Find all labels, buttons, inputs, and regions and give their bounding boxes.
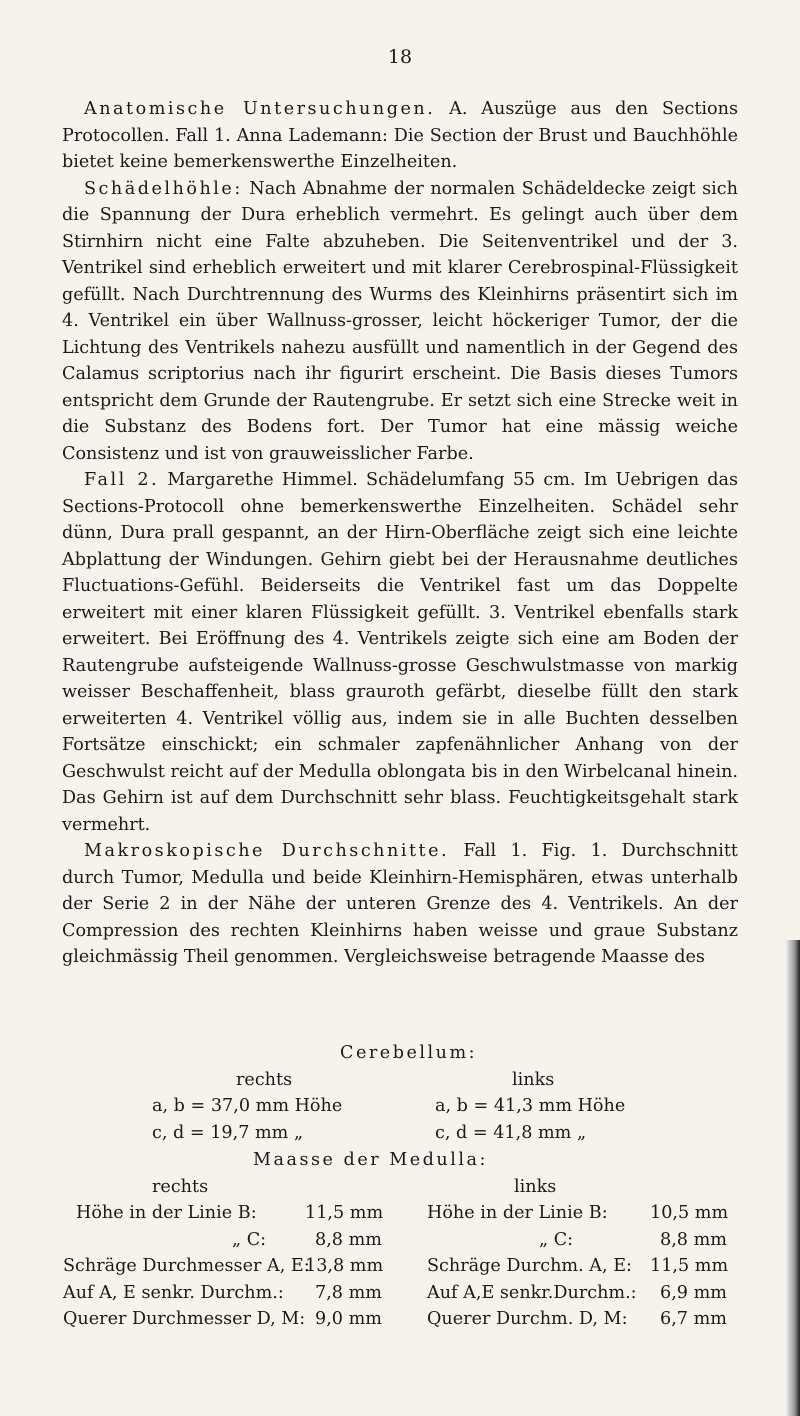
cerebellum-right-label: rechts	[236, 1070, 293, 1090]
medulla-left-row-value: 8,8 mm	[660, 1230, 727, 1250]
cerebellum-heading: Cerebellum:	[340, 1043, 478, 1063]
page-number: 18	[387, 46, 413, 68]
medulla-left-row-value: 11,5 mm	[650, 1256, 729, 1276]
medulla-right-row-value: 9,0 mm	[315, 1309, 382, 1329]
medulla-right-label: rechts	[152, 1177, 209, 1197]
medulla-right-row-label: Auf A, E senkr. Durchm.:	[63, 1283, 284, 1303]
medulla-right-row-value: 8,8 mm	[315, 1230, 382, 1250]
book-spine-shadow	[786, 940, 800, 1416]
cerebellum-right-row: c, d = 19,7 mm „	[152, 1123, 304, 1143]
paragraph-text: A. Auszüge aus den Sections Protocollen. Fall 1. Anna Lademann: Die Section der Brust und Bauchhöhle bietet keine bemerkenswerthe Einzelheiten.	[62, 99, 738, 172]
medulla-left-row-value: 6,7 mm	[660, 1309, 727, 1329]
medulla-left-row-value: 6,9 mm	[660, 1283, 727, 1303]
medulla-left-row-label: Auf A,E senkr.Durchm.:	[427, 1283, 637, 1303]
medulla-right-row-label: „ C:	[232, 1230, 267, 1250]
paragraph-lead: Makroskopische Durchschnitte.	[84, 841, 450, 861]
paragraph-lead: Fall 2.	[84, 470, 160, 490]
medulla-right-row-label: Schräge Durchmesser A, E:	[63, 1256, 310, 1276]
paragraph-text: Fall 1. Fig. 1. Durchschnitt durch Tumor, Medulla und beide Kleinhirn-Hemisphären, etwas unterhalb der Serie 2 in der Nähe der unteren Grenze des 4. Ventrikels. An der Compression des rechten Kleinhirns haben weisse und graue Substanz gleichmässig Theil genommen. Vergleichsweise betragende Maasse des	[62, 841, 739, 967]
medulla-right-row-value: 7,8 mm	[315, 1283, 382, 1303]
medulla-heading: Maasse der Medulla:	[253, 1150, 488, 1170]
paragraph	[62, 838, 738, 971]
paragraph	[62, 467, 738, 838]
paragraph-lead: Schädelhöhle:	[84, 178, 243, 199]
paragraph-text: Nach Abnahme der normalen Schädeldecke zeigt sich die Spannung der Dura erheblich vermehrt. Es gelingt auch über dem Stirnhirn nicht eine Falte abzuheben. Die Seitenventrikel und der 3. Ventrikel sind erheblich erweitert und mit klarer Cerebrospinal-Flüssigkeit gefüllt. Nach Durchtrennung des Wurms des Kleinhirns präsentirt sich im 4. Ventrikel ein über Wallnuss-grosser, leicht höckeriger Tumor, der die Lichtung des Ventrikels nahezu ausfüllt und namentlich in der Gegend des Calamus scriptorius nach ihr figurirt erscheint. Die Basis dieses Tumors entspricht dem Grunde der Rautengrube. Er setzt sich eine Strecke weit in die Substanz des Bodens fort. Der Tumor hat eine mässig weiche Consistenz und ist von grauweisslicher Farbe.	[62, 178, 738, 464]
medulla-left-row-label: „ C:	[539, 1230, 574, 1250]
paragraph-lead: Anatomische Untersuchungen.	[84, 99, 436, 119]
medulla-left-row-value: 10,5 mm	[650, 1203, 729, 1223]
paragraph	[62, 96, 738, 176]
medulla-right-row-value: 13,8 mm	[305, 1256, 384, 1276]
medulla-right-row-value: 11,5 mm	[305, 1203, 384, 1223]
medulla-left-row-label: Querer Durchm. D, M:	[427, 1309, 628, 1329]
paragraph	[62, 176, 738, 468]
cerebellum-left-row: a, b = 41,3 mm Höhe	[435, 1096, 626, 1116]
medulla-left-label: links	[514, 1177, 557, 1197]
medulla-left-row-label: Höhe in der Linie B:	[427, 1203, 608, 1223]
medulla-left-row-label: Schräge Durchm. A, E:	[427, 1256, 632, 1276]
medulla-right-row-label: Querer Durchmesser D, M:	[63, 1309, 306, 1329]
paragraph-text: Margarethe Himmel. Schädelumfang 55 cm. Im Uebrigen das Sections-Protocoll ohne bemerkenswerthe Einzelheiten. Schädel sehr dünn, Dura prall gespannt, an der Hirn-Oberfläche zeigt sich eine leichte Abplattung der Windungen. Gehirn giebt bei der Herausnahme deutliches Fluctuations-Gefühl. Beiderseits die Ventrikel fast um das Doppelte erweitert mit einer klaren Flüssigkeit gefüllt. 3. Ventrikel ebenfalls stark erweitert. Bei Eröffnung des 4. Ventrikels zeigte sich eine am Boden der Rautengrube aufsteigende Wallnuss-grosse Geschwulstmasse von markig weisser Beschaffenheit, blass grauroth gefärbt, dieselbe füllt den stark erweiterten 4. Ventrikel völlig aus, indem sie in alle Buchten desselben Fortsätze einschickt; ein schmaler zapfenähnlicher Anhang von der Geschwulst reicht auf der Medulla oblongata bis in den Wirbelcanal hinein. Das Gehirn ist auf dem Durchschnitt sehr blass. Feuchtigkeitsgehalt stark vermehrt.	[62, 470, 738, 835]
cerebellum-left-row: c, d = 41,8 mm „	[435, 1123, 587, 1143]
medulla-right-row-label: Höhe in der Linie B:	[76, 1203, 257, 1223]
cerebellum-right-row: a, b = 37,0 mm Höhe	[152, 1096, 343, 1116]
body-text	[62, 96, 738, 971]
cerebellum-left-label: links	[512, 1070, 555, 1090]
